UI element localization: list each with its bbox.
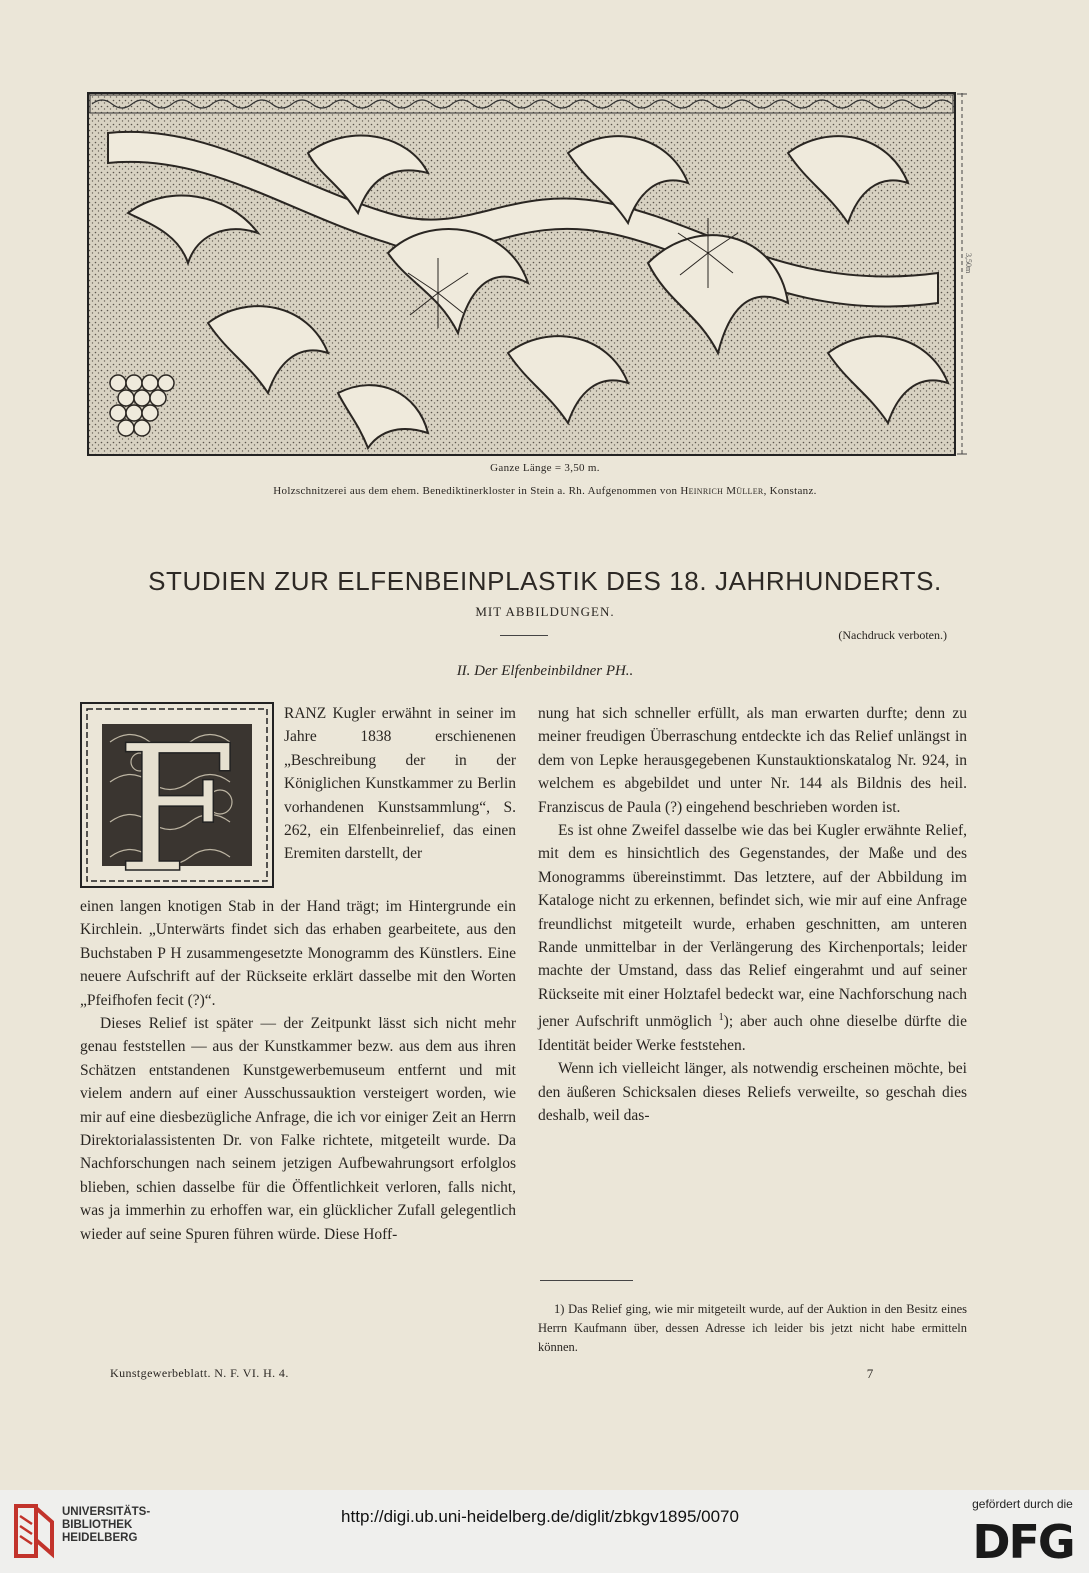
article-subtitle: MIT ABBILDUNGEN. [475,604,615,619]
footnote: 1) Das Relief ging, wie mir mitgeteilt wurde, auf der Auktion in den Besitz eines Herrn Kaufmann über, dessen Adresse ich leider bis jetzt nicht habe ermitteln können. [538,1302,967,1354]
footnote-divider [540,1280,633,1281]
paragraph-text-end: ; aber auch ohne dieselbe dürfte die Identität beider Werke feststehen. [538,1013,967,1054]
caption-author: Heinrich Müller [680,485,764,497]
right-column [538,702,967,1127]
footnote-ref[interactable]: 1 [718,1012,724,1024]
library-name-line: BIBLIOTHEK [62,1519,133,1531]
page-number: 7 [866,1366,874,1381]
dfg-logo[interactable]: DFG [972,1515,1074,1569]
figure-caption-source [80,485,1010,497]
footer-bar [0,1490,1089,1573]
funding-label: gefördert durch die [972,1497,1073,1511]
woodcarving-illustration [88,93,955,455]
paragraph: nung hat sich schneller erfüllt, als man erwarten durfte; denn zu meiner freudigen Überraschung entdeckte ich das Relief unlängst in dem von Lepke herausgegebenen Kunstauktionskatalog Nr. 924, in welchem es abgebildet und unter Nr. 144 als Bildnis des heil. Franziscus de Paula (?) eingehend beschrieben worden ist. [538,705,967,816]
paragraph: Es ist ohne Zweifel dasselbe wie das bei Kugler erwähnte Relief, mit dem es hinsichtlich des Gegenstandes, der Maße und des Monogramms übereinstimmt. Das letztere, auf der Abbildung im Kataloge nicht zu erkennen, befindet sich, wie mir auf eine Anfrage freundlichst mitgeteilt wurde, erhaben geschnitten, am unteren Rande unmittelbar in der Verlängerung des Kirchenportals; leider machte der Umstand, dass das Relief eingerahmt und auf seiner Rückseite mit einer Holztafel bedeckt war, eine Nachforschung nach jener Aufschrift unmöglich $^1$); aber auch ohne dieselbe dürfte die Identität beider Werke feststehen. [538,822,967,1054]
left-column-opening: RANZ Kugler erwähnt in seiner im Jahre 1838 erschienenen „Beschreibung der in der Königlichen Kunstkammer zu Berlin vorhandenen Kunstsammlung“, S. 262, ein Elfenbeinrelief, das einen Eremiten darstellt, der [284,705,516,863]
dropcap-initial [80,702,274,912]
paragraph: Dieses Relief ist später — der Zeitpunkt lässt sich nicht mehr genau feststellen — aus der Kunstkammer bezw. aus dem aus ihren Schätzen entstandenen Kunstgewerbemuseum entfernt und mit vielem andern auf einer Ausschussauktion versteigert worden, wie mir auf eine diesbezügliche Anfrage, die ich vor einiger Zeit an Herrn Direktorialassistenten Dr. von Falke richtete, mitgeteilt wurde. Da Nachforschungen nach seinem jetzigen Aufbewahrungsort erfolglos blieben, schien dasselbe für die Öffentlichkeit verloren, falls nicht, was ja immerhin zu erhoffen war, ein glücklicher Zufall gelegentlich wieder auf seine Spuren führen würde. Diese Hoff- [80,1015,516,1243]
figure-caption-length: Ganze Länge = 3,50 m. [490,462,600,474]
left-column [80,895,516,1246]
journal-reference: Kunstgewerbeblatt. N. F. VI. H. 4. [110,1366,289,1380]
caption-source-text: Holzschnitzerei aus dem ehem. Benediktinerkloster in Stein a. Rh. Aufgenommen von [273,485,678,497]
scale-bar-label: 3,50m [964,253,973,274]
divider [500,635,548,636]
article-title: STUDIEN ZUR ELFENBEINPLASTIK DES 18. JAHRHUNDERTS. [148,566,942,596]
permalink[interactable]: http://digi.ub.uni-heidelberg.de/diglit/zbkgv1895/0070 [341,1507,739,1526]
scale-bar [957,93,973,455]
paragraph-text: Es ist ohne Zweifel dasselbe wie das bei Kugler erwähnte Relief, mit dem es hinsichtlich des Gegenstandes, der Maße und des Monogramms übereinstimmt. Das letztere, auf der Abbildung im Kataloge nicht zu erkennen, befindet sich, wie mir auf eine Anfrage freundlichst mitgeteilt wurde, erhaben geschnitten, am unteren Rande unmittelbar in der Verlängerung des Kirchenportals; leider machte der Umstand, dass das Relief eingerahmt und auf seiner Rückseite mit einer Holztafel bedeckt war, eine Nachforschung nach jener Aufschrift unmöglich [538,822,967,1031]
dropcap-letter: F [116,709,238,912]
paragraph: Wenn ich vielleicht länger, als notwendig erscheinen möchte, bei den äußeren Schicksalen dieses Reliefs verweilte, so geschah dies deshalb, weil das- [538,1060,967,1125]
section-heading: II. Der Elfenbeinbildner PH.. [456,663,634,679]
caption-source-end: , Konstanz. [763,485,817,497]
paragraph: einen langen knotigen Stab in der Hand trägt; im Hintergrunde ein Kirchlein. „Unterwärts findet sich das erhaben gearbeitete, aus den Buchstaben P H zusammengesetzte Monogramm des Künstlers. Eine neuere Aufschrift auf der Rückseite erklärt dasselbe mit den Worten „Pfeifhofen fecit (?)“. [80,898,516,1009]
copyright-notice: (Nachdruck verboten.) [838,628,947,642]
library-name-line: UNIVERSITÄTS- [62,1506,151,1518]
library-name-line: HEIDELBERG [62,1532,138,1544]
university-library-logo-icon[interactable] [12,1502,56,1560]
university-library-name[interactable] [62,1506,150,1545]
